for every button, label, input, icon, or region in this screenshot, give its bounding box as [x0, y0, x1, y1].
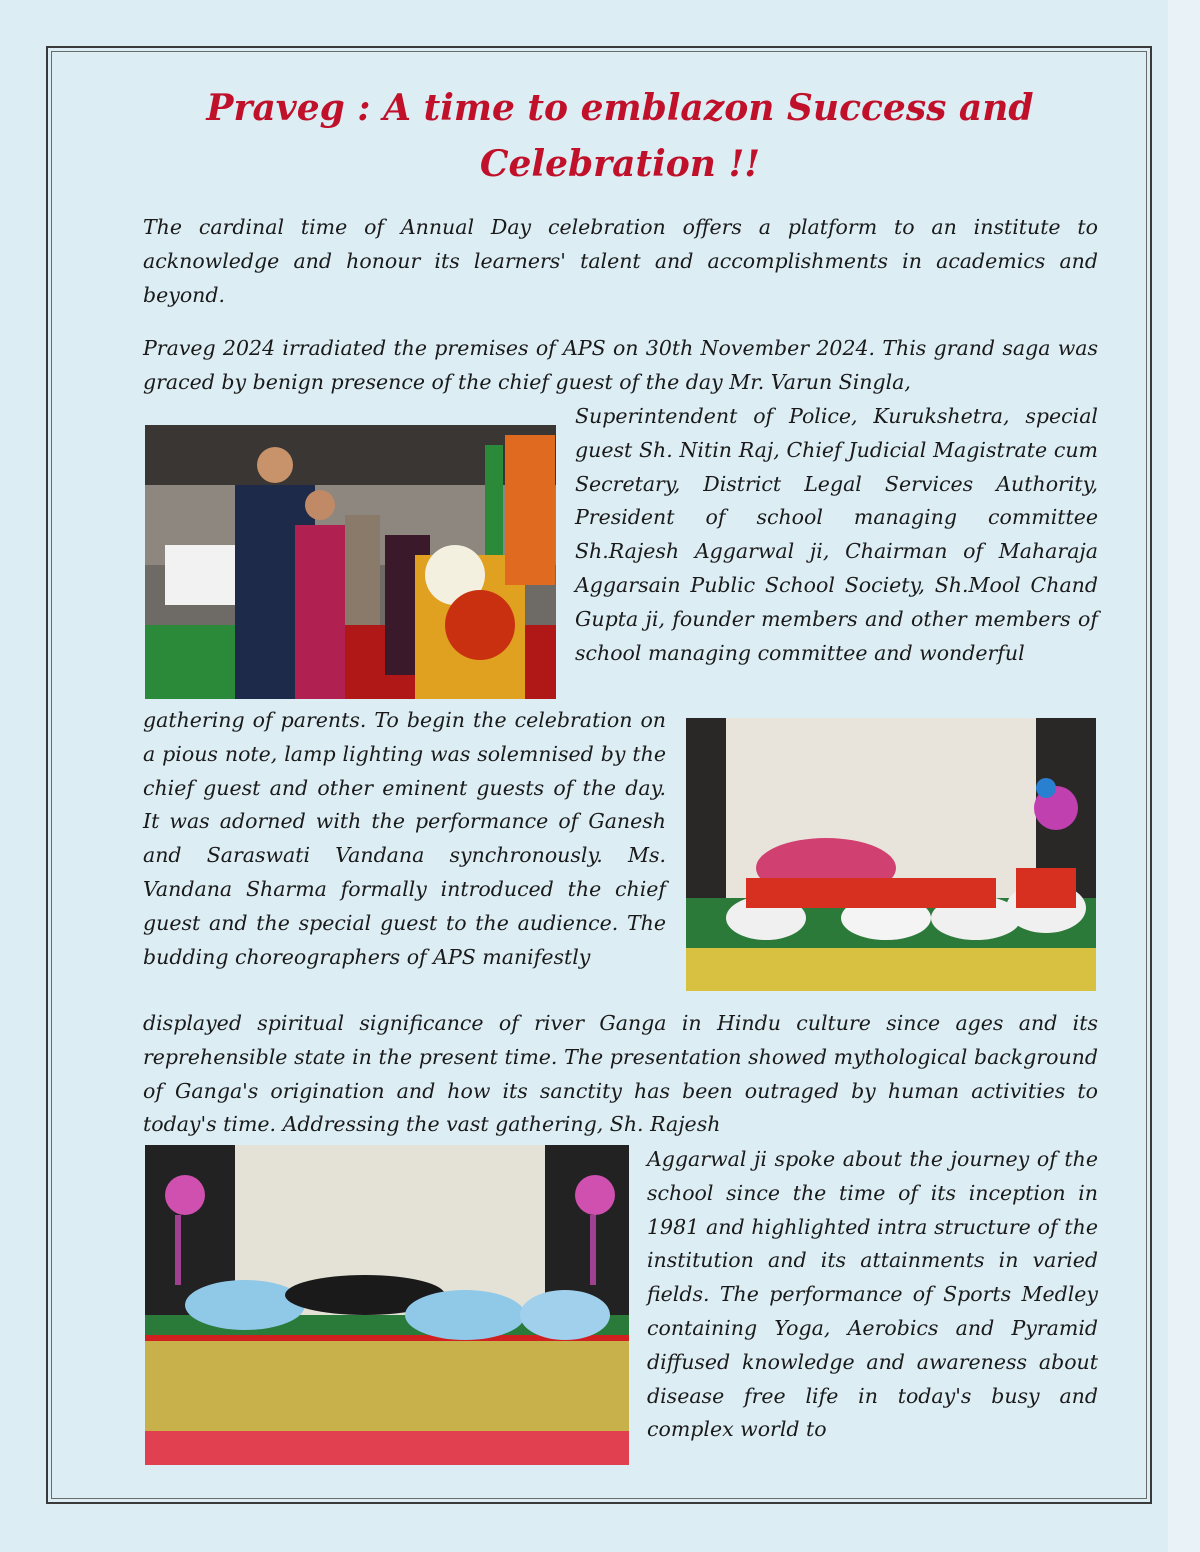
body-paragraph-top: Praveg 2024 irradiated the premises of APS on 30th November 2024. This grand saga was graced by benign presence of the chief guest of the day Mr. Varun Singla, [143, 336, 1098, 394]
body-paragraph-full: displayed spiritual significance of river Ganga in Hindu culture since ages and its reprehensible state in the present time. The presentation showed mythological background of Ganga's origination and how its sanctity has been outraged by human activities to today's time. Addressing the vast gathering, Sh. Rajesh [143, 1011, 1098, 1137]
body-paragraph-right-1: Superintendent of Police, Kurukshetra, special guest Sh. Nitin Raj, Chief Judicial Magistrate cum Secretary, District Legal Services Authority, President of school managing committee Sh.Rajesh Aggarwal ji, Chairman of Maharaja Aggarsain Public School Society, Sh.Mool Chand Gupta ji, founder members and other members of school managing committee and wonderful [575, 404, 1098, 665]
lamp-lighting-photo [145, 425, 556, 699]
intro-paragraph: The cardinal time of Annual Day celebration offers a platform to an institute to acknowledge and honour its learners' talent and accomplishments in academics and beyond. [143, 215, 1098, 307]
stage-performance-photo [145, 1145, 629, 1465]
body-paragraph-left: gathering of parents. To begin the celebration on a pious note, lamp lighting was solemnised by the chief guest and other eminent guests of the day. It was adorned with the performance of Ganesh and Saraswati Vandana synchronously. Ms. Vandana Sharma formally introduced the chief guest and the special guest to the audience. The budding choreographers of APS manifestly [143, 708, 666, 969]
page-margin-strip [1168, 0, 1200, 1552]
body-paragraph-right-2: Aggarwal ji spoke about the journey of the school since the time of its inception in 1981 and highlighted intra structure of the institution and its attainments in varied fields. The performance of Sports Medley containing Yoga, Aerobics and Pyramid diffused knowledge and awareness about disease free life in today's busy and complex world to [647, 1147, 1098, 1442]
page-title: Praveg : A time to emblazon Success and Celebration !! [206, 87, 1034, 185]
ganga-dance-photo [686, 718, 1096, 991]
